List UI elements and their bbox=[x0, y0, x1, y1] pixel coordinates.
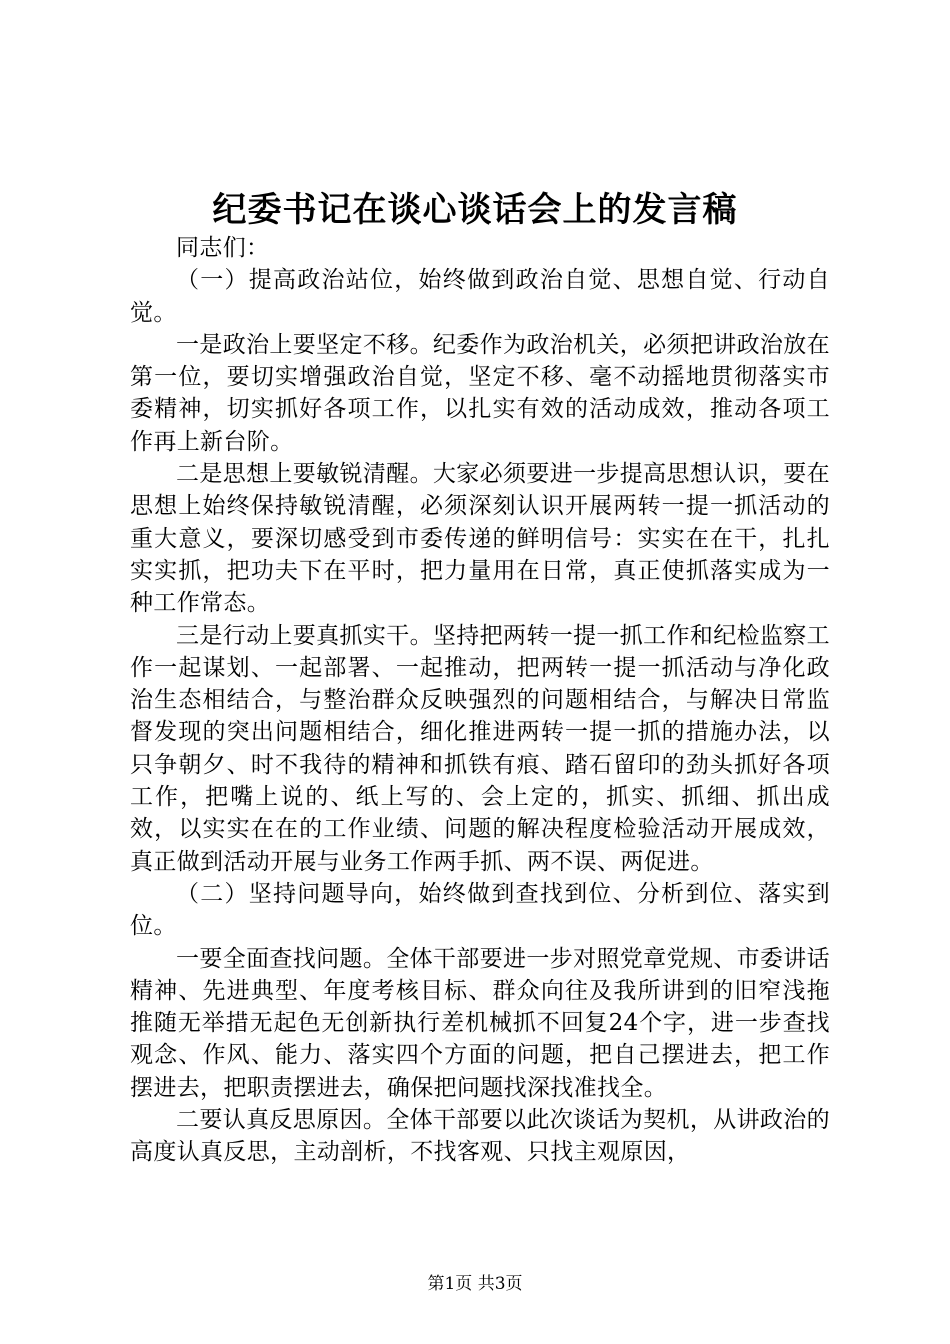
body-paragraph: 一要全面查找问题。全体干部要进一步对照党章党规、市委讲话精神、先进典型、年度考核目标、群众向往及我所讲到的旧窄浅拖推随无举措无起色无创新执行差机械抓不回复24个字，进一步查找观念、作风、能力、落实四个方面的问题，把自己摆进去，把工作摆进去，把职责摆进去，确保把问题找深找准找全。 bbox=[130, 945, 830, 1101]
body-paragraph: 二要认真反思原因。全体干部要以此次谈话为契机，从讲政治的高度认真反思，主动剖析，不找客观、只找主观原因， bbox=[130, 1107, 830, 1166]
body-paragraph: 二是思想上要敏锐清醒。大家必须要进一步提高思想认识，要在思想上始终保持敏锐清醒，必须深刻认识开展两转一提一抓活动的重大意义，要深切感受到市委传递的鲜明信号：实实在在干，扎扎实实抓，把功夫下在平时，把力量用在日常，真正使抓落实成为一种工作常态。 bbox=[130, 461, 830, 617]
section-two-heading: （二）坚持问题导向，始终做到查找到位、分析到位、落实到位。 bbox=[130, 880, 830, 940]
section-one-heading: （一）提高政治站位，始终做到政治自觉、思想自觉、行动自觉。 bbox=[130, 267, 830, 326]
document-title: 纪委书记在谈心谈话会上的发言稿 bbox=[212, 190, 738, 230]
page-number-footer: 第1页 共3页 bbox=[427, 1274, 523, 1294]
document-body bbox=[130, 232, 830, 1169]
body-paragraph: 三是行动上要真抓实干。坚持把两转一提一抓工作和纪检监察工作一起谋划、一起部署、一起推动，把两转一提一抓活动与净化政治生态相结合，与整治群众反映强烈的问题相结合，与解决日常监督发现的突出问题相结合，细化推进两转一提一抓的措施办法，以只争朝夕、时不我待的精神和抓铁有痕、踏石留印的劲头抓好各项工作，把嘴上说的、纸上写的、会上定的，抓实、抓细、抓出成效，以实实在在的工作业绩、问题的解决程度检验活动开展成效，真正做到活动开展与业务工作两手抓、两不误、两促进。 bbox=[130, 622, 830, 875]
salutation-paragraph: 同志们： bbox=[176, 235, 270, 261]
body-paragraph: 一是政治上要坚定不移。纪委作为政治机关，必须把讲政治放在第一位，要切实增强政治自觉，坚定不移、毫不动摇地贯彻落实市委精神，切实抓好各项工作，以扎实有效的活动成效，推动各项工作再上新台阶。 bbox=[130, 331, 830, 455]
